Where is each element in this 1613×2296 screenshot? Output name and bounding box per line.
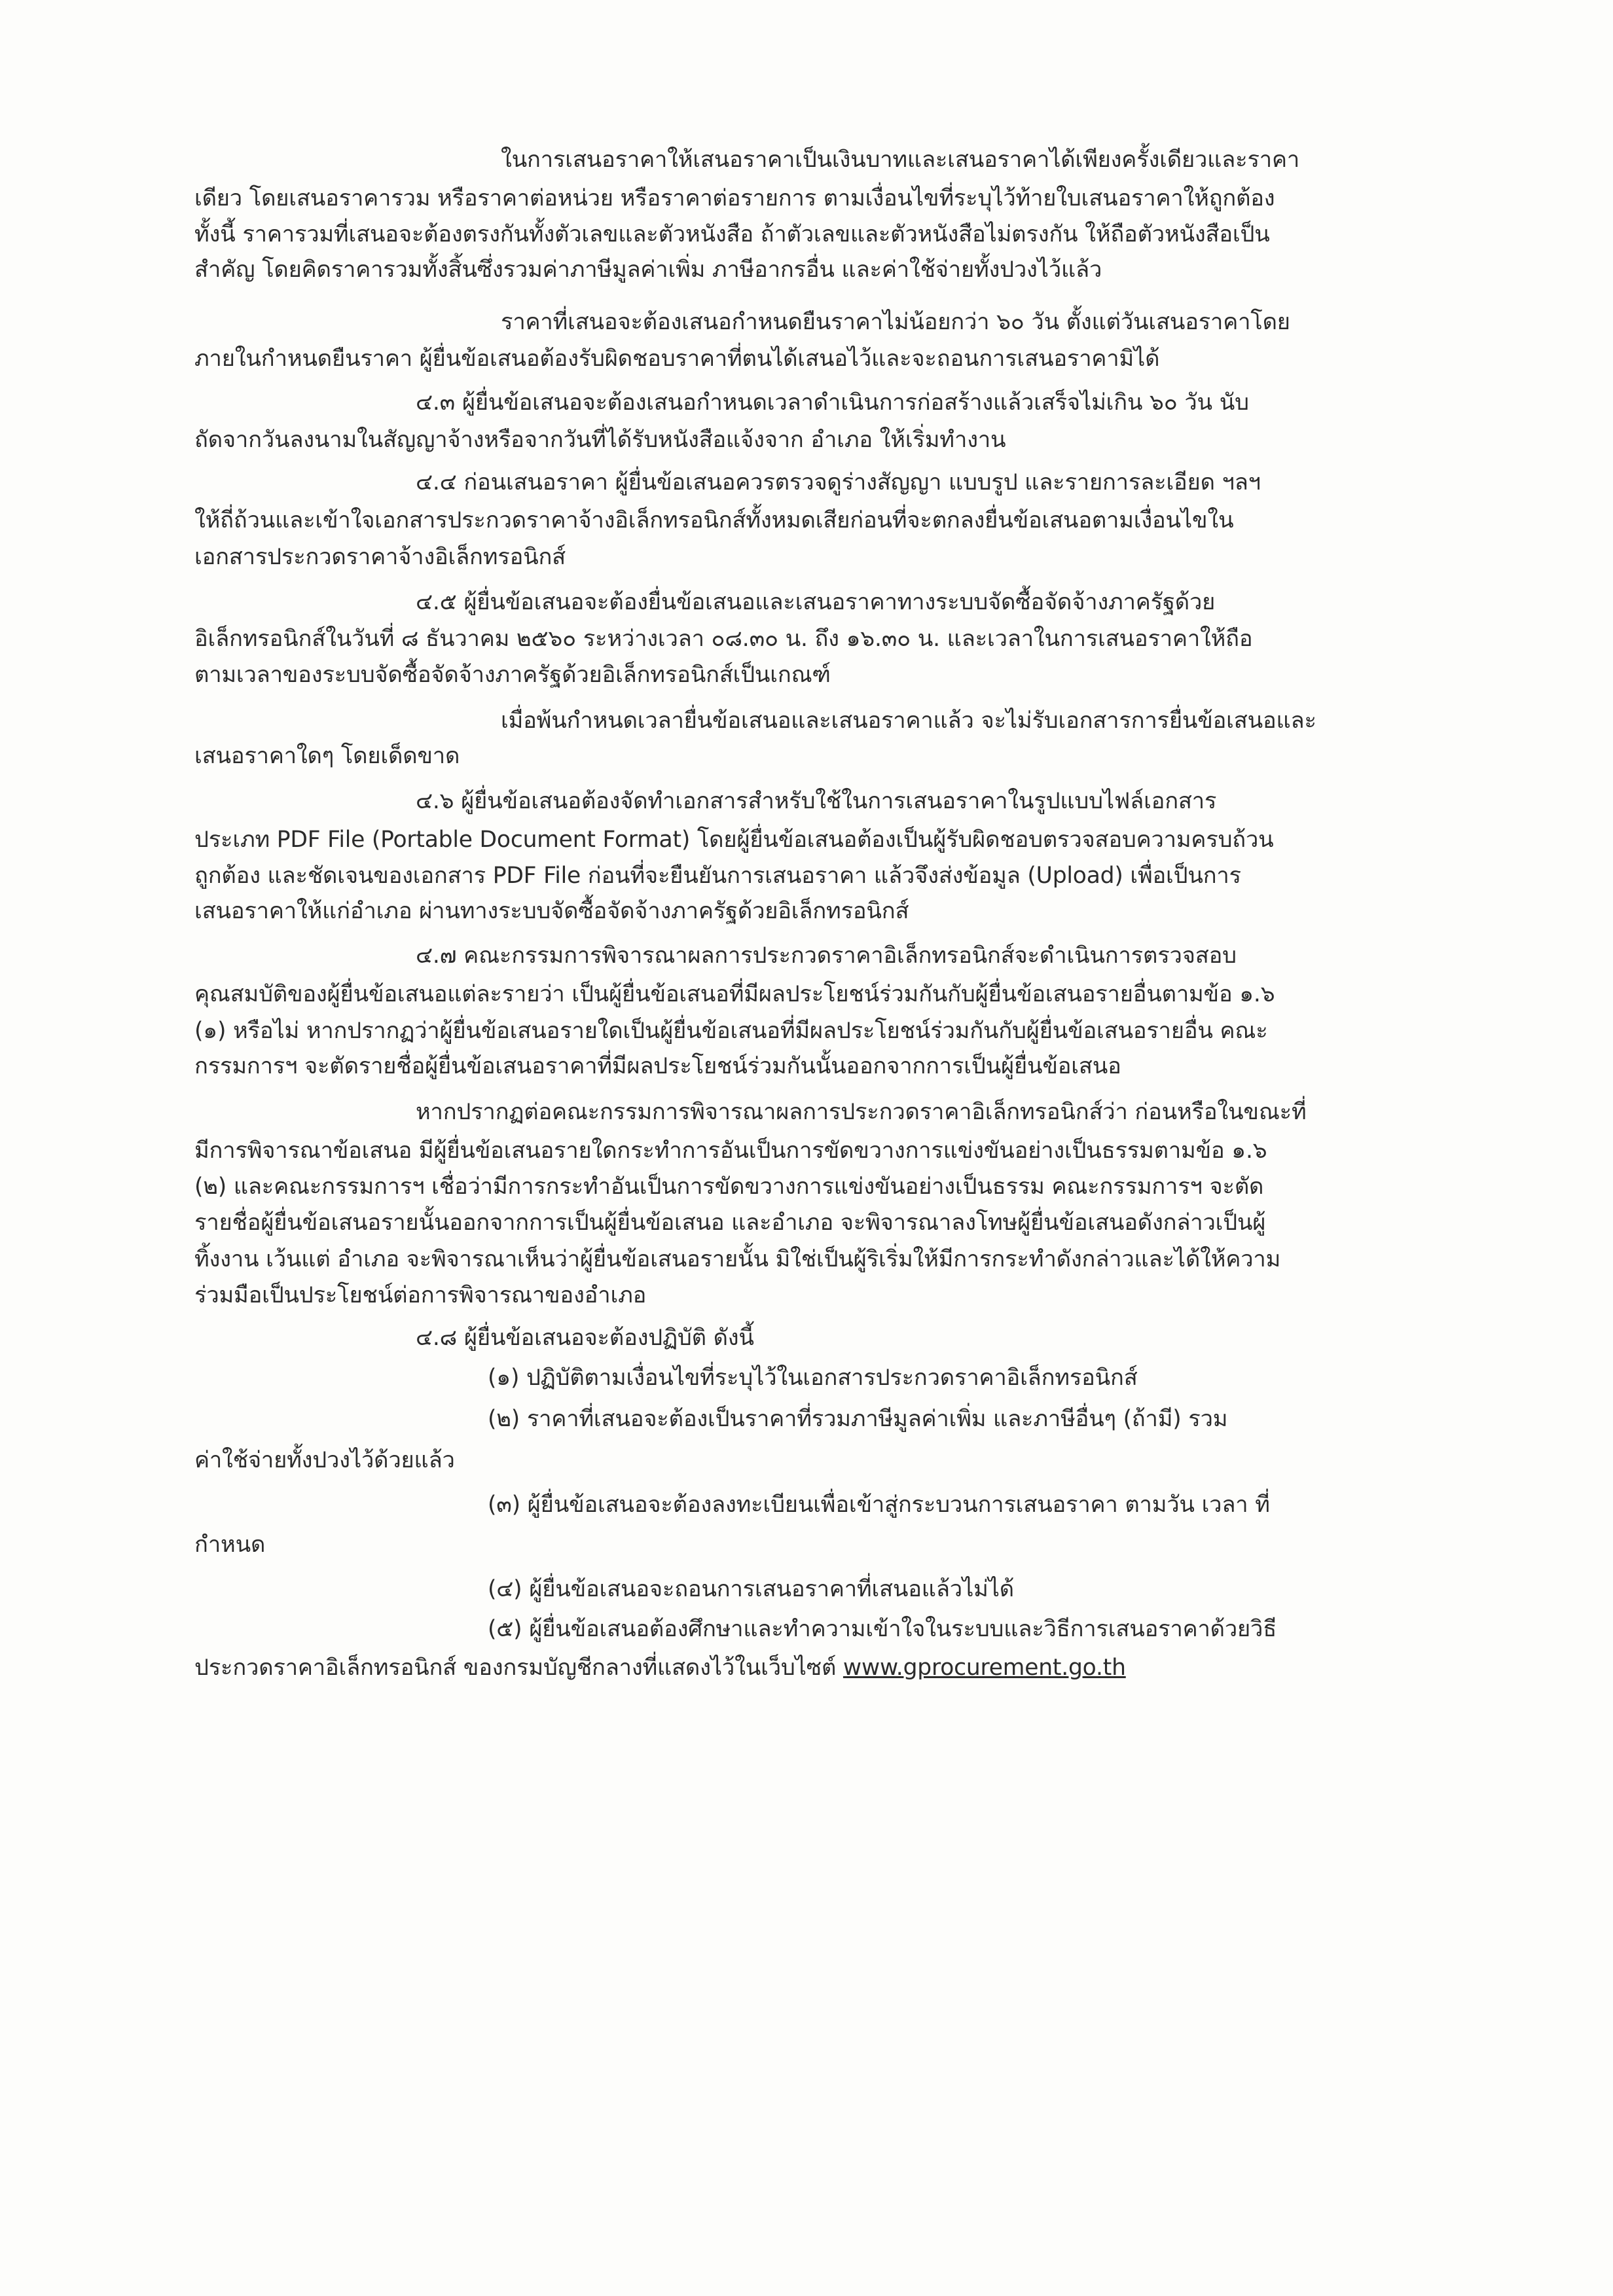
paragraph-line bbox=[194, 1653, 1126, 1682]
paragraph-line: ให้ถี่ถ้วนและเข้าใจเอกสารประกวดราคาจ้างอิเล็กทรอนิกส์ทั้งหมดเสียก่อนที่จะตกลงยื่นข้อเสนอตามเงื่อนไขใน bbox=[194, 507, 1234, 533]
paragraph-line: คุณสมบัติของผู้ยื่นข้อเสนอแต่ละรายว่า เป็นผู้ยื่นข้อเสนอที่มีผลประโยชน์ร่วมกันกับผู้ยื่นข้อเสนอรายอื่นตามข้อ ๑.๖ bbox=[194, 981, 1275, 1007]
paragraph-line: รายชื่อผู้ยื่นข้อเสนอรายนั้นออกจากการเป็นผู้ยื่นข้อเสนอ และอำเภอ จะพิจารณาลงโทษผู้ยื่นข้อเสนอดังกล่าวเป็นผู้ bbox=[194, 1210, 1266, 1236]
paragraph-line: ค่าใช้จ่ายทั้งปวงไว้ด้วยแล้ว bbox=[194, 1447, 455, 1473]
paragraph-line: ตามเวลาของระบบจัดซื้อจัดจ้างภาครัฐด้วยอิเล็กทรอนิกส์เป็นเกณฑ์ bbox=[194, 662, 831, 688]
paragraph-line: มีการพิจารณาข้อเสนอ มีผู้ยื่นข้อเสนอรายใดกระทำการอันเป็นการขัดขวางการแข่งขันอย่างเป็นธรรมตามข้อ ๑.๖ bbox=[194, 1138, 1267, 1164]
paragraph-line: ๔.๗ คณะกรรมการพิจารณาผลการประกวดราคาอิเล็กทรอนิกส์จะดำเนินการตรวจสอบ bbox=[416, 942, 1237, 969]
paragraph-line: ราคาที่เสนอจะต้องเสนอกำหนดยืนราคาไม่น้อยกว่า ๖๐ วัน ตั้งแต่วันเสนอราคาโดย bbox=[501, 309, 1290, 335]
paragraph-line: ทิ้งงาน เว้นแต่ อำเภอ จะพิจารณาเห็นว่าผู้ยื่นข้อเสนอรายนั้น มิใช่เป็นผู้ริเริ่มให้มีการกระทำดังกล่าวและได้ให้ความ bbox=[194, 1246, 1281, 1272]
paragraph-line: สำคัญ โดยคิดราคารวมทั้งสิ้นซึ่งรวมค่าภาษีมูลค่าเพิ่ม ภาษีอากรอื่น และค่าใช้จ่ายทั้งปวงไว้แล้ว bbox=[194, 257, 1102, 283]
paragraph-line: (๓) ผู้ยื่นข้อเสนอจะต้องลงทะเบียนเพื่อเข้าสู่กระบวนการเสนอราคา ตามวัน เวลา ที่ bbox=[488, 1492, 1270, 1518]
paragraph-line: (๔) ผู้ยื่นข้อเสนอจะถอนการเสนอราคาที่เสนอแล้วไม่ได้ bbox=[488, 1576, 1014, 1602]
paragraph-line: ถัดจากวันลงนามในสัญญาจ้างหรือจากวันที่ได้รับหนังสือแจ้งจาก อำเภอ ให้เริ่มทำงาน bbox=[194, 427, 1006, 453]
paragraph-line: ๔.๘ ผู้ยื่นข้อเสนอจะต้องปฏิบัติ ดังนี้ bbox=[416, 1325, 754, 1351]
paragraph-line: เมื่อพ้นกำหนดเวลายื่นข้อเสนอและเสนอราคาแล้ว จะไม่รับเอกสารการยื่นข้อเสนอและ bbox=[501, 708, 1316, 734]
paragraph-line: กำหนด bbox=[194, 1532, 266, 1558]
website-link[interactable]: www.gprocurement.go.th bbox=[843, 1655, 1126, 1681]
paragraph-line: เสนอราคาให้แก่อำเภอ ผ่านทางระบบจัดซื้อจัดจ้างภาครัฐด้วยอิเล็กทรอนิกส์ bbox=[194, 898, 909, 924]
paragraph-line: หากปรากฏต่อคณะกรรมการพิจารณาผลการประกวดราคาอิเล็กทรอนิกส์ว่า ก่อนหรือในขณะที่ bbox=[416, 1099, 1307, 1125]
paragraph-line: เสนอราคาใดๆ โดยเด็ดขาด bbox=[194, 743, 460, 769]
paragraph-line: ๔.๓ ผู้ยื่นข้อเสนอจะต้องเสนอกำหนดเวลาดำเนินการก่อสร้างแล้วเสร็จไม่เกิน ๖๐ วัน นับ bbox=[416, 389, 1249, 416]
paragraph-line: ภายในกำหนดยืนราคา ผู้ยื่นข้อเสนอต้องรับผิดชอบราคาที่ตนได้เสนอไว้และจะถอนการเสนอราคามิได้ bbox=[194, 346, 1160, 372]
paragraph-line: ถูกต้อง และชัดเจนของเอกสาร PDF File ก่อนที่จะยืนยันการเสนอราคา แล้วจึงส่งข้อมูล (Upload) เพื่อเป็นการ bbox=[194, 863, 1241, 889]
paragraph-line: (๑) ปฏิบัติตามเงื่อนไขที่ระบุไว้ในเอกสารประกวดราคาอิเล็กทรอนิกส์ bbox=[488, 1365, 1138, 1391]
paragraph-line: ประเภท PDF File (Portable Document Format) โดยผู้ยื่นข้อเสนอต้องเป็นผู้รับผิดชอบตรวจสอบความครบถ้วน bbox=[194, 827, 1274, 853]
paragraph-line: (๒) ราคาที่เสนอจะต้องเป็นราคาที่รวมภาษีมูลค่าเพิ่ม และภาษีอื่นๆ (ถ้ามี) รวม bbox=[488, 1406, 1228, 1432]
paragraph-line: (๕) ผู้ยื่นข้อเสนอต้องศึกษาและทำความเข้าใจในระบบและวิธีการเสนอราคาด้วยวิธี bbox=[488, 1616, 1277, 1642]
paragraph-line: ในการเสนอราคาให้เสนอราคาเป็นเงินบาทและเสนอราคาได้เพียงครั้งเดียวและราคา bbox=[501, 147, 1300, 173]
paragraph-line: ทั้งนี้ ราคารวมที่เสนอจะต้องตรงกันทั้งตัวเลขและตัวหนังสือ ถ้าตัวเลขและตัวหนังสือไม่ตรงกัน ให้ถือตัวหนังสือเป็น bbox=[194, 221, 1270, 247]
paragraph-line: อิเล็กทรอนิกส์ในวันที่ ๘ ธันวาคม ๒๕๖๐ ระหว่างเวลา ๐๘.๓๐ น. ถึง ๑๖.๓๐ น. และเวลาในการเสนอราคาให้ถือ bbox=[194, 626, 1253, 652]
paragraph-line: ๔.๖ ผู้ยื่นข้อเสนอต้องจัดทำเอกสารสำหรับใช้ในการเสนอราคาในรูปแบบไฟล์เอกสาร bbox=[416, 788, 1217, 814]
paragraph-line: (๒) และคณะกรรมการฯ เชื่อว่ามีการกระทำอันเป็นการขัดขวางการแข่งขันอย่างเป็นธรรม คณะกรรมการฯ จะตัด bbox=[194, 1174, 1264, 1200]
paragraph-line: ร่วมมือเป็นประโยชน์ต่อการพิจารณาของอำเภอ bbox=[194, 1282, 647, 1308]
paragraph-line: ๔.๕ ผู้ยื่นข้อเสนอจะต้องยื่นข้อเสนอและเสนอราคาทางระบบจัดซื้อจัดจ้างภาครัฐด้วย bbox=[416, 589, 1216, 615]
paragraph-line: เอกสารประกวดราคาจ้างอิเล็กทรอนิกส์ bbox=[194, 544, 566, 570]
paragraph-line: (๑) หรือไม่ หากปรากฏว่าผู้ยื่นข้อเสนอรายใดเป็นผู้ยื่นข้อเสนอที่มีผลประโยชน์ร่วมกันกับผู้ยื่นข้อเสนอรายอื่น คณะ bbox=[194, 1018, 1268, 1044]
paragraph-line: กรรมการฯ จะตัดรายชื่อผู้ยื่นข้อเสนอราคาที่มีผลประโยชน์ร่วมกันนั้นออกจากการเป็นผู้ยื่นข้อเสนอ bbox=[194, 1053, 1121, 1079]
paragraph-text: ประกวดราคาอิเล็กทรอนิกส์ ของกรมบัญชีกลางที่แสดงไว้ในเว็บไซต์ bbox=[194, 1655, 843, 1681]
paragraph-line: ๔.๔ ก่อนเสนอราคา ผู้ยื่นข้อเสนอควรตรวจดูร่างสัญญา แบบรูป และรายการละเอียด ฯลฯ bbox=[416, 469, 1261, 495]
paragraph-line: เดียว โดยเสนอราคารวม หรือราคาต่อหน่วย หรือราคาต่อรายการ ตามเงื่อนไขที่ระบุไว้ท้ายใบเสนอราคาให้ถูกต้อง bbox=[194, 185, 1275, 211]
